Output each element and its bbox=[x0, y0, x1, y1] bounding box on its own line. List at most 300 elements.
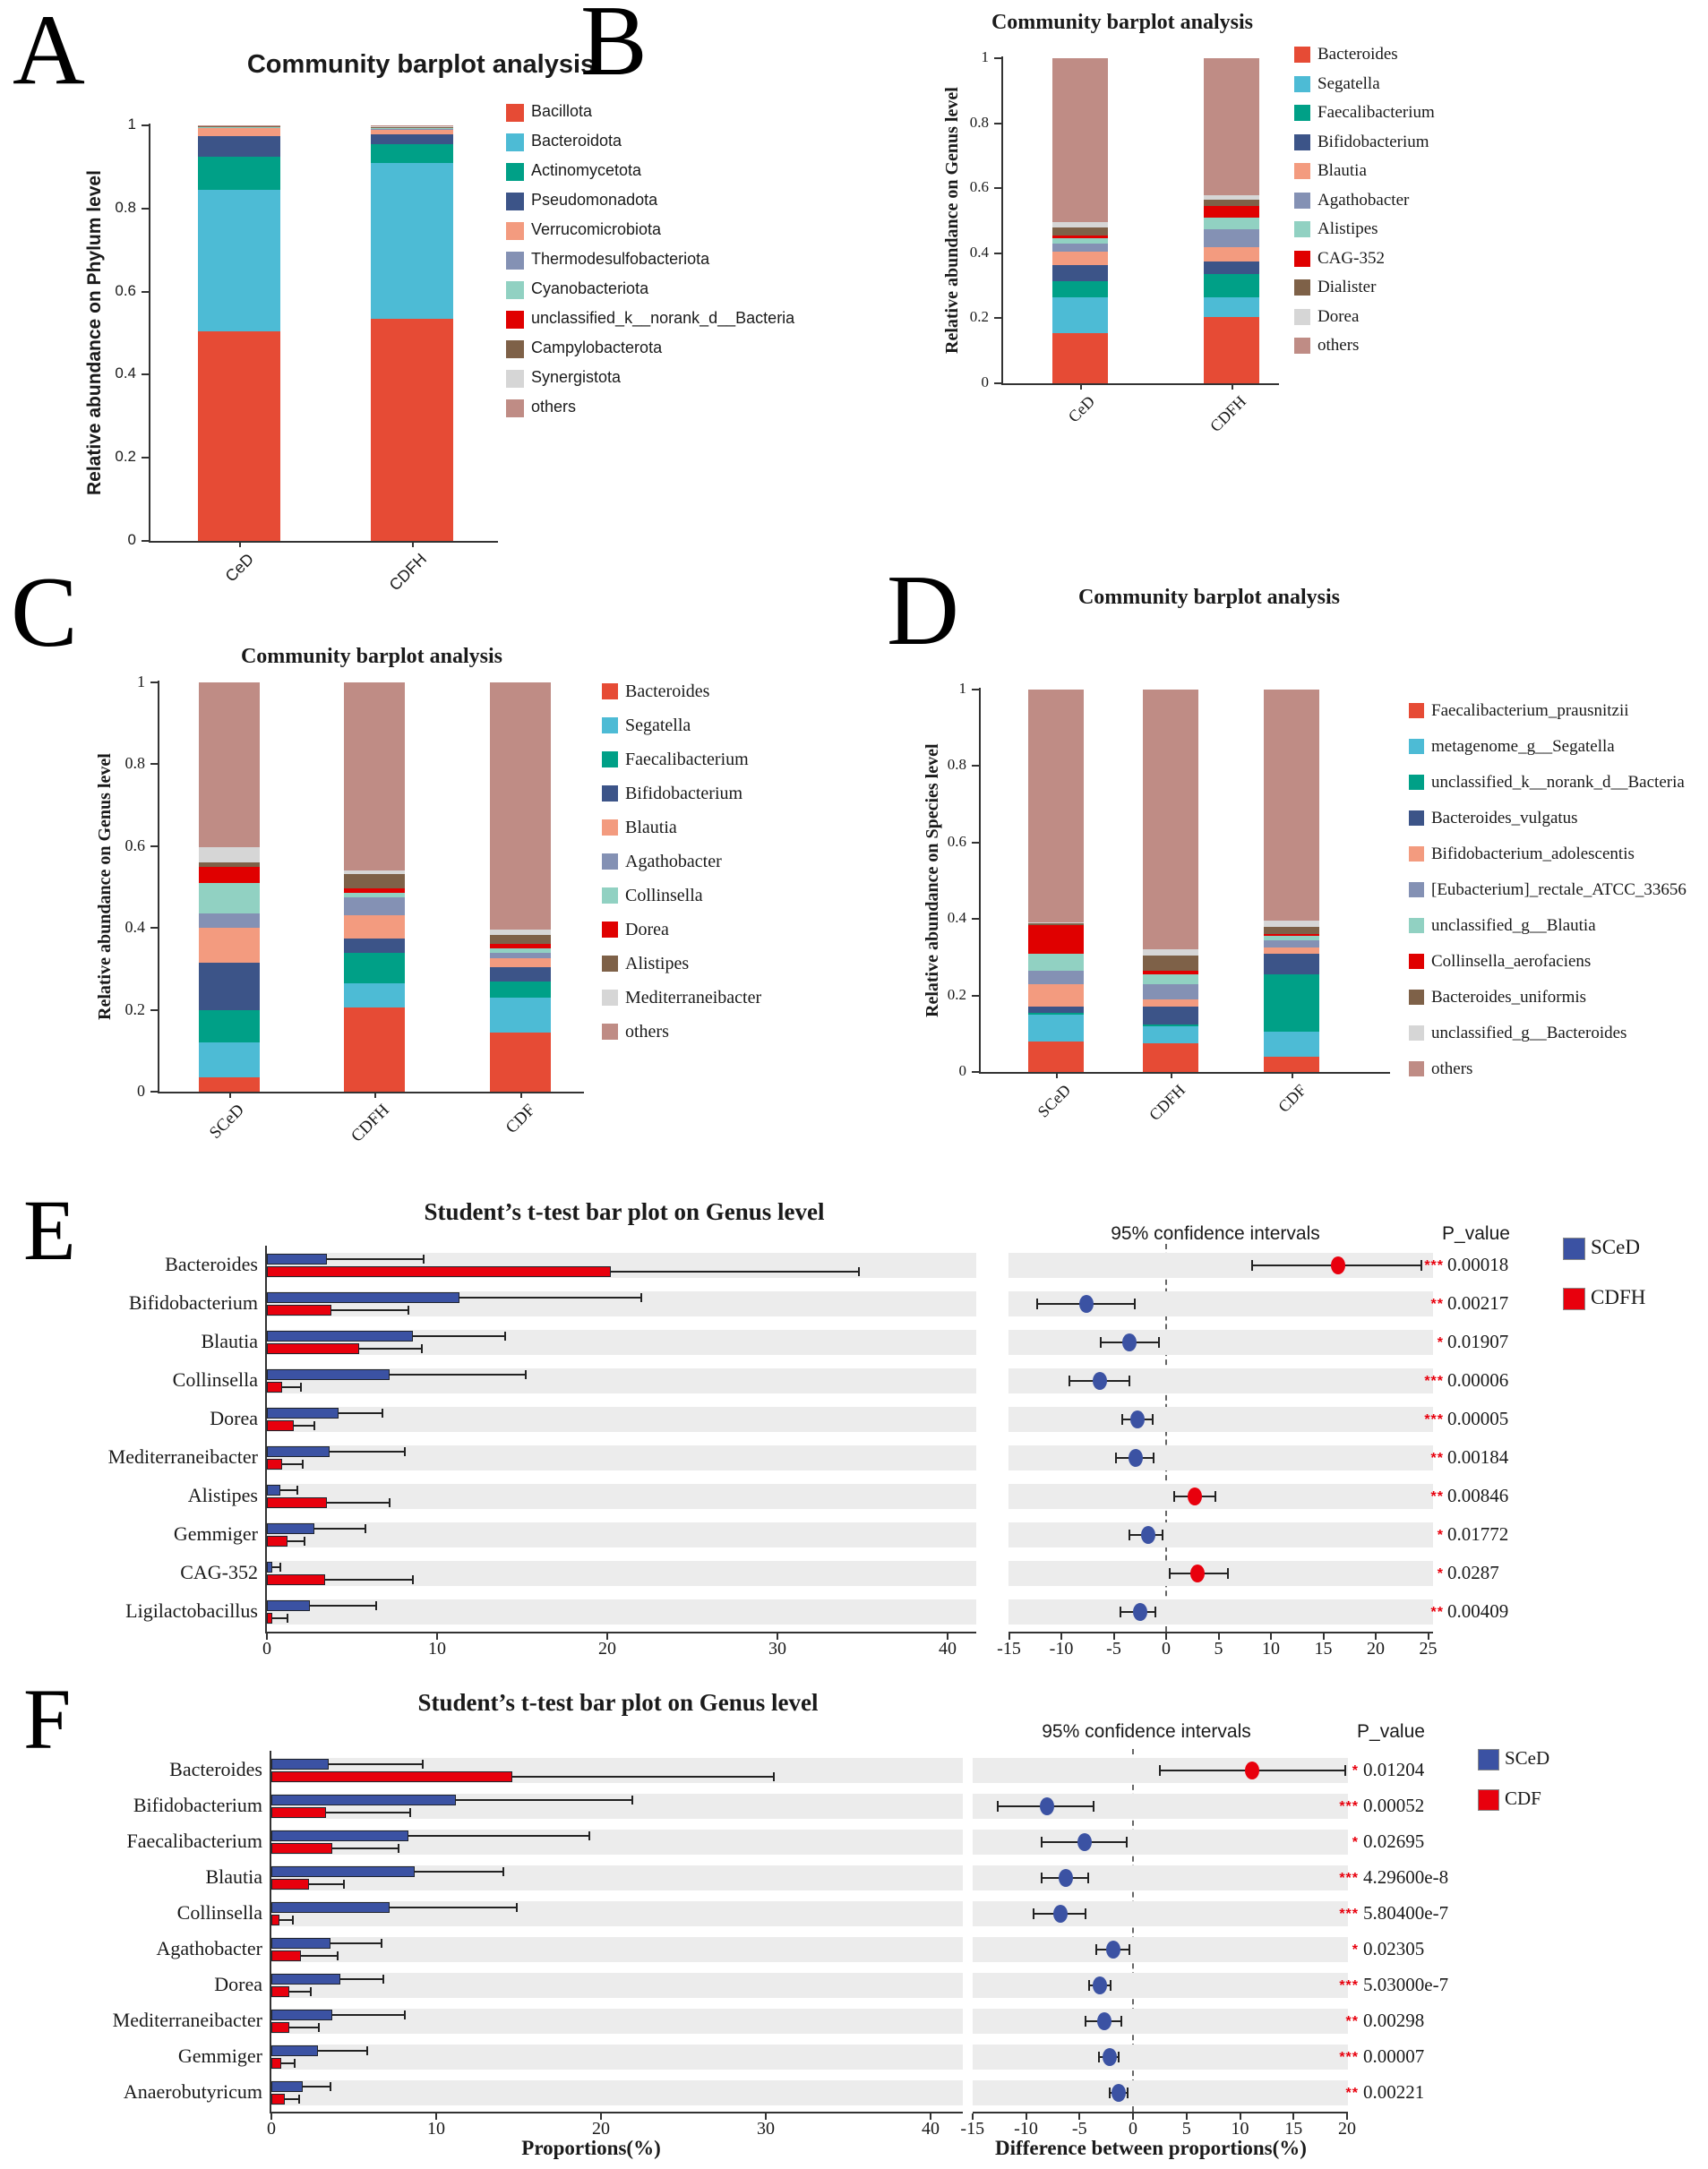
panel-e-right-x-tick-label: 10 bbox=[1262, 1639, 1280, 1659]
panel-b-bar-segment bbox=[1052, 222, 1108, 227]
panel-d-bar-segment bbox=[1143, 949, 1198, 955]
panel-e-significance-stars: *** bbox=[1424, 1258, 1444, 1273]
panel-e-error-line bbox=[611, 1271, 859, 1273]
panel-c-y-tick-mark bbox=[150, 845, 158, 847]
panel-e-ci-cap-low bbox=[1129, 1530, 1130, 1540]
panel-d-legend-label: unclassified_k__norank_d__Bacteria bbox=[1431, 773, 1685, 792]
panel-f-ci-cap-high bbox=[1087, 1873, 1089, 1883]
panel-f-left-x-axis-line bbox=[270, 2112, 963, 2113]
panel-b-legend-label: Bacteroides bbox=[1317, 45, 1398, 64]
panel-e-error-cap bbox=[296, 1486, 298, 1495]
panel-b-bar-segment bbox=[1052, 58, 1108, 222]
panel-a-bar-segment bbox=[198, 157, 280, 190]
panel-f-ci-dot bbox=[1053, 1905, 1068, 1923]
panel-c-bar-segment bbox=[490, 930, 551, 935]
panel-d-bar-segment bbox=[1143, 971, 1198, 974]
panel-b-y-tick-label: 0.4 bbox=[969, 243, 989, 261]
panel-e-row-band-left bbox=[267, 1484, 976, 1509]
panel-c-bar-segment bbox=[199, 847, 260, 862]
panel-a-letter: A bbox=[13, 0, 85, 106]
panel-a-legend-label: Actinomycetota bbox=[531, 161, 642, 179]
panel-e-right-x-tick-label: 5 bbox=[1214, 1639, 1223, 1659]
panel-f-significance-stars: *** bbox=[1339, 2050, 1359, 2065]
panel-c-bar-segment bbox=[490, 998, 551, 1033]
panel-a-y-tick-mark bbox=[142, 540, 149, 542]
panel-f-significance-stars: ** bbox=[1345, 2086, 1359, 2101]
panel-f-legend-swatch-SCeD bbox=[1478, 1749, 1499, 1770]
panel-e-error-line bbox=[310, 1605, 376, 1607]
panel-e-left-x-axis-line bbox=[265, 1632, 976, 1633]
panel-b-x-tick-mark bbox=[1232, 383, 1233, 390]
panel-b-bar-segment bbox=[1052, 238, 1108, 243]
panel-b-y-axis-line bbox=[1001, 56, 1003, 385]
panel-f-ci-cap-high bbox=[1126, 1837, 1128, 1848]
panel-d-y-tick-mark bbox=[972, 995, 979, 997]
panel-e-mean-bar-CDFH bbox=[267, 1536, 288, 1547]
panel-b-legend-swatch bbox=[1294, 279, 1310, 296]
panel-e-error-cap bbox=[421, 1344, 423, 1353]
panel-e-legend-label-SCeD: SCeD bbox=[1591, 1236, 1640, 1258]
panel-e-left-x-tick-label: 40 bbox=[939, 1639, 957, 1659]
panel-e-right-x-tick-label: -5 bbox=[1106, 1639, 1121, 1659]
panel-e-ci-dot bbox=[1331, 1256, 1345, 1274]
panel-d-legend-swatch bbox=[1409, 703, 1424, 718]
panel-a-legend-swatch bbox=[506, 311, 524, 329]
panel-c-letter: C bbox=[11, 557, 78, 668]
panel-e-significance-stars: * bbox=[1437, 1566, 1444, 1582]
panel-b-y-tick-mark bbox=[994, 187, 1001, 189]
panel-f-error-cap bbox=[337, 1951, 339, 1960]
panel-a-legend-swatch bbox=[506, 163, 524, 181]
panel-c-legend-label: Collinsella bbox=[625, 886, 703, 905]
panel-d-legend-label: [Eubacterium]_rectale_ATCC_33656 bbox=[1431, 880, 1687, 899]
panel-c-title: Community barplot analysis bbox=[240, 645, 503, 668]
panel-e-mean-bar-CDFH bbox=[267, 1574, 325, 1585]
panel-f-significance-stars: *** bbox=[1339, 1978, 1359, 1993]
panel-a-bar-segment bbox=[371, 129, 453, 130]
panel-f-error-line bbox=[330, 1942, 382, 1944]
panel-f-mean-bar-CDF bbox=[271, 1807, 326, 1818]
panel-e-mean-bar-SCeD bbox=[267, 1523, 314, 1534]
panel-f-ci-cap-high bbox=[1085, 1908, 1086, 1919]
panel-e-error-line bbox=[325, 1579, 414, 1581]
panel-c-legend-swatch bbox=[602, 1024, 618, 1040]
panel-d-y-tick-mark bbox=[972, 1071, 979, 1073]
panel-f-xlabel-difference: Difference between proportions(%) bbox=[995, 2137, 1307, 2159]
panel-a-y-axis-line bbox=[149, 124, 150, 543]
panel-e-ci-cap-low bbox=[1036, 1299, 1038, 1309]
panel-f-ci-cap-low bbox=[1033, 1908, 1034, 1919]
panel-b-legend-label: Dorea bbox=[1317, 306, 1360, 326]
panel-f-mean-bar-SCeD bbox=[271, 1830, 408, 1841]
panel-f-p-value: 5.80400e-7 bbox=[1363, 1902, 1449, 1924]
panel-f-pvalue-header: P_value bbox=[1357, 1721, 1425, 1742]
panel-d-ylabel: Relative abundance on Species level bbox=[923, 743, 942, 1018]
panel-f-p-value: 0.00007 bbox=[1363, 2045, 1425, 2067]
panel-e-category-label: Alistipes bbox=[187, 1484, 258, 1506]
panel-c-legend-swatch bbox=[602, 853, 618, 870]
panel-f-p-value: 5.03000e-7 bbox=[1363, 1974, 1449, 1995]
panel-e-significance-stars: ** bbox=[1430, 1451, 1444, 1466]
panel-e-mean-bar-CDFH bbox=[267, 1305, 331, 1316]
panel-e-error-cap bbox=[313, 1421, 315, 1430]
panel-f-p-value: 0.00221 bbox=[1363, 2081, 1425, 2103]
panel-e-category-label: Blautia bbox=[201, 1330, 258, 1352]
panel-f-error-cap bbox=[330, 2082, 331, 2091]
panel-e-error-line bbox=[331, 1309, 408, 1311]
panel-f-letter: F bbox=[23, 1671, 72, 1767]
panel-b-bar-segment bbox=[1204, 297, 1259, 317]
panel-f-error-line bbox=[285, 2098, 300, 2100]
panel-d-legend-label: unclassified_g__Bacteroides bbox=[1431, 1024, 1627, 1042]
panel-e-legend-swatch-CDFH bbox=[1563, 1288, 1585, 1310]
panel-f-error-line bbox=[279, 1919, 293, 1921]
panel-e-right-x-tick-label: 25 bbox=[1419, 1639, 1438, 1659]
panel-a-bar-segment bbox=[371, 144, 453, 163]
panel-e-p-value: 0.00005 bbox=[1447, 1408, 1509, 1429]
panel-e-mean-bar-SCeD bbox=[267, 1331, 413, 1342]
panel-e-ci-cap-low bbox=[1069, 1376, 1070, 1386]
panel-e-mean-bar-SCeD bbox=[267, 1600, 310, 1611]
panel-d-bar-segment bbox=[1264, 1057, 1319, 1072]
panel-b-bar-segment bbox=[1052, 281, 1108, 297]
panel-f-mean-bar-SCeD bbox=[271, 1795, 456, 1805]
panel-f-error-line bbox=[318, 2050, 367, 2052]
panel-f-ci-cap-low bbox=[1095, 1944, 1097, 1955]
panel-d-bar-segment bbox=[1028, 984, 1084, 1007]
panel-d-x-category-label: CDF bbox=[1275, 1081, 1310, 1116]
panel-f-error-line bbox=[289, 1991, 311, 1993]
panel-e-error-line bbox=[339, 1412, 382, 1414]
panel-c-legend-swatch bbox=[602, 683, 618, 699]
panel-f-left-x-tick-label: 40 bbox=[922, 2119, 940, 2139]
panel-c-legend-swatch bbox=[602, 751, 618, 767]
panel-a-y-tick-label: 1 bbox=[127, 116, 136, 133]
panel-f-row-band-left bbox=[271, 2080, 963, 2105]
panel-f-mean-bar-SCeD bbox=[271, 1866, 415, 1877]
panel-f-error-cap bbox=[343, 1880, 345, 1889]
panel-f-ci-cap-low bbox=[1088, 1980, 1090, 1991]
panel-d-title: Community barplot analysis bbox=[1077, 586, 1341, 609]
panel-e-ci-dot bbox=[1122, 1333, 1137, 1351]
panel-e-error-line bbox=[459, 1297, 641, 1299]
panel-b-bar-segment bbox=[1204, 195, 1259, 200]
panel-b-bar-segment bbox=[1204, 317, 1259, 383]
panel-e-error-line bbox=[327, 1502, 390, 1504]
panel-e-title: Student’s t-test bar plot on Genus level bbox=[424, 1198, 825, 1225]
panel-f-mean-bar-CDF bbox=[271, 2022, 289, 2033]
panel-b-legend-label: CAG-352 bbox=[1317, 248, 1385, 268]
panel-e-ci-cap-high bbox=[1152, 1414, 1154, 1425]
panel-b-y-tick-label: 0.6 bbox=[969, 178, 989, 196]
panel-e-error-cap bbox=[382, 1409, 383, 1418]
panel-c-y-tick-label: 0.4 bbox=[124, 918, 145, 937]
panel-e-error-cap bbox=[640, 1293, 642, 1302]
panel-f-left-x-tick-label: 0 bbox=[267, 2119, 276, 2139]
panel-f-right-x-tick-label: 0 bbox=[1129, 2119, 1137, 2139]
panel-e-row-band-right bbox=[1008, 1445, 1433, 1470]
panel-b-bar-segment bbox=[1052, 244, 1108, 252]
panel-f-mean-bar-CDF bbox=[271, 1879, 309, 1890]
panel-d-legend-swatch bbox=[1409, 882, 1424, 897]
panel-d-bar-segment bbox=[1143, 984, 1198, 999]
panel-e-ci-cap-high bbox=[1162, 1530, 1163, 1540]
panel-e-row-band-left bbox=[267, 1522, 976, 1547]
panel-b-bar-segment bbox=[1052, 236, 1108, 239]
panel-b-bar-segment bbox=[1204, 261, 1259, 275]
panel-c-x-category-label: CDFH bbox=[348, 1101, 393, 1146]
panel-c-ylabel: Relative abundance on Genus level bbox=[95, 753, 115, 1021]
panel-f-error-cap bbox=[292, 1916, 294, 1925]
panel-e-error-cap bbox=[525, 1370, 527, 1379]
panel-b-legend-swatch bbox=[1294, 76, 1310, 92]
panel-e-row-band-left bbox=[267, 1407, 976, 1432]
panel-f-significance-stars: *** bbox=[1339, 1907, 1359, 1922]
panel-b-legend-swatch bbox=[1294, 309, 1310, 325]
panel-f-ci-cap-high bbox=[1127, 2088, 1129, 2098]
panel-f-mean-bar-CDF bbox=[271, 1843, 332, 1854]
panel-a-legend-swatch bbox=[506, 133, 524, 151]
panel-e-row-band-right bbox=[1008, 1330, 1433, 1355]
panel-d-legend-swatch bbox=[1409, 990, 1424, 1005]
panel-c-bar-segment bbox=[344, 897, 405, 916]
panel-e-mean-bar-SCeD bbox=[267, 1446, 330, 1457]
panel-c-bar-segment bbox=[490, 944, 551, 948]
panel-d-x-category-label: CDFH bbox=[1146, 1081, 1189, 1125]
panel-e-left-x-tick-label: 20 bbox=[598, 1639, 616, 1659]
panel-c-bar-segment bbox=[199, 867, 260, 883]
panel-c-legend-swatch bbox=[602, 785, 618, 802]
panel-e-error-cap bbox=[423, 1255, 425, 1264]
panel-f-ci-dot bbox=[1245, 1762, 1259, 1779]
panel-f-ci-cap-high bbox=[1129, 1944, 1130, 1955]
panel-e-significance-stars: ** bbox=[1430, 1489, 1444, 1505]
panel-e-error-cap bbox=[300, 1383, 302, 1392]
panel-f-row-band-right bbox=[973, 2080, 1348, 2105]
panel-f-category-label: Agathobacter bbox=[156, 1937, 262, 1959]
panel-e-error-cap bbox=[287, 1614, 288, 1623]
panel-b-y-tick-mark bbox=[994, 317, 1001, 319]
panel-f-significance-stars: ** bbox=[1345, 2014, 1359, 2029]
panel-a-legend-label: Cyanobacteriota bbox=[531, 279, 649, 297]
panel-c-x-tick-mark bbox=[374, 1092, 376, 1098]
panel-d-legend-label: Bifidobacterium_adolescentis bbox=[1431, 844, 1635, 863]
panel-c-bar-segment bbox=[344, 939, 405, 953]
panel-d-bar-segment bbox=[1264, 927, 1319, 935]
panel-f-legend-label-SCeD: SCeD bbox=[1505, 1747, 1550, 1769]
panel-b-x-category-label: CDFH bbox=[1206, 392, 1250, 436]
panel-a-x-category-label: CDFH bbox=[385, 550, 431, 595]
panel-d-legend-swatch bbox=[1409, 739, 1424, 754]
panel-c-y-tick-mark bbox=[150, 763, 158, 765]
panel-d-bar-segment bbox=[1264, 936, 1319, 939]
panel-e-category-label: Gemmiger bbox=[173, 1522, 258, 1545]
panel-c-y-tick-label: 0 bbox=[137, 1082, 145, 1100]
panel-f-mean-bar-SCeD bbox=[271, 1759, 329, 1770]
panel-b-legend-label: Faecalibacterium bbox=[1317, 103, 1435, 122]
panel-f-significance-stars: * bbox=[1352, 1763, 1359, 1779]
panel-b-legend-swatch bbox=[1294, 338, 1310, 354]
panel-c-y-tick-label: 0.2 bbox=[124, 999, 145, 1018]
panel-f-row-band-right bbox=[973, 1865, 1348, 1890]
panel-f-ci-dot bbox=[1059, 1869, 1073, 1887]
panel-e-right-x-tick-label: 15 bbox=[1314, 1639, 1333, 1659]
panel-c-legend-label: Segatella bbox=[625, 716, 691, 735]
panel-c-legend-swatch bbox=[602, 956, 618, 972]
panel-f-ci-cap-low bbox=[1041, 1837, 1043, 1848]
panel-d-bar-segment bbox=[1028, 922, 1084, 924]
panel-f-category-label: Dorea bbox=[214, 1973, 262, 1995]
panel-e-significance-stars: * bbox=[1437, 1528, 1444, 1543]
panel-a-y-tick-mark bbox=[142, 124, 149, 126]
panel-f-ci-cap-low bbox=[1159, 1765, 1161, 1776]
panel-e-significance-stars: ** bbox=[1430, 1605, 1444, 1620]
panel-c-bar-segment bbox=[199, 1042, 260, 1077]
panel-e-ci-cap-low bbox=[1100, 1337, 1102, 1348]
panel-c-legend-label: Faecalibacterium bbox=[625, 750, 749, 769]
panel-d-y-tick-mark bbox=[972, 765, 979, 767]
panel-c-legend-label: Bifidobacterium bbox=[625, 784, 743, 803]
panel-d-bar-segment bbox=[1143, 690, 1198, 949]
panel-a-bar-segment bbox=[198, 125, 280, 126]
panel-a-legend-label: Thermodesulfobacteriota bbox=[531, 250, 710, 268]
panel-c-y-tick-mark bbox=[150, 682, 158, 683]
panel-b-legend-label: Bifidobacterium bbox=[1317, 132, 1429, 151]
panel-c-bar-segment bbox=[490, 982, 551, 998]
panel-d-bar-segment bbox=[1143, 1026, 1198, 1043]
panel-d-bar-segment bbox=[1028, 925, 1084, 954]
panel-f-error-line bbox=[340, 1978, 383, 1980]
panel-f-left-x-tick-label: 30 bbox=[757, 2119, 775, 2139]
panel-d-bar-segment bbox=[1264, 934, 1319, 936]
panel-c-y-tick-mark bbox=[150, 927, 158, 929]
panel-a-title: Community barplot analysis bbox=[246, 50, 596, 79]
panel-b-ylabel: Relative abundance on Genus level bbox=[942, 87, 962, 355]
panel-f-category-label: Anaerobutyricum bbox=[123, 2080, 262, 2103]
panel-e-category-label: Ligilactobacillus bbox=[125, 1599, 258, 1622]
panel-e-mean-bar-CDFH bbox=[267, 1459, 282, 1470]
panel-e-error-cap bbox=[504, 1332, 506, 1341]
panel-c-bar-segment bbox=[344, 1007, 405, 1092]
panel-b-legend-label: Alistipes bbox=[1317, 219, 1378, 238]
panel-d-bar-segment bbox=[1028, 954, 1084, 971]
panel-d-bar-segment bbox=[1028, 1007, 1084, 1012]
panel-c-y-tick-label: 0.6 bbox=[124, 836, 145, 854]
panel-c-y-tick-mark bbox=[150, 1009, 158, 1011]
panel-d-bar-segment bbox=[1264, 690, 1319, 921]
panel-d-bar-segment bbox=[1264, 947, 1319, 953]
panel-c-bar-segment bbox=[199, 1010, 260, 1043]
panel-d-legend-swatch bbox=[1409, 1025, 1424, 1041]
panel-f-mean-bar-CDF bbox=[271, 1950, 301, 1961]
panel-f-error-cap bbox=[382, 1975, 384, 1984]
panel-d-bar-segment bbox=[1143, 1024, 1198, 1026]
panel-f-row-band-left bbox=[271, 2009, 963, 2034]
panel-e-error-line bbox=[288, 1540, 305, 1542]
panel-e-ci-cap-low bbox=[1115, 1453, 1117, 1463]
panel-e-category-label: Dorea bbox=[210, 1407, 258, 1429]
panel-b-legend-swatch bbox=[1294, 251, 1310, 267]
panel-f-category-label: Blautia bbox=[205, 1865, 262, 1888]
panel-d-y-tick-label: 0 bbox=[958, 1062, 966, 1079]
panel-e-ci-cap-low bbox=[1169, 1568, 1171, 1579]
panel-f-mean-bar-CDF bbox=[271, 1771, 512, 1782]
panel-e-p-value: 0.00409 bbox=[1447, 1600, 1509, 1622]
panel-f-error-line bbox=[332, 2014, 405, 2016]
panel-f-error-cap bbox=[398, 1844, 399, 1853]
panel-f-error-cap bbox=[631, 1796, 633, 1805]
panel-d-y-tick-mark bbox=[972, 842, 979, 844]
panel-c-legend-label: Blautia bbox=[625, 818, 677, 837]
panel-e-ci-cap-high bbox=[1214, 1491, 1216, 1502]
panel-f-ci-cap-low bbox=[997, 1801, 999, 1812]
panel-e-ci-cap-low bbox=[1173, 1491, 1175, 1502]
panel-b-legend-swatch bbox=[1294, 163, 1310, 179]
panel-f-row-band-left bbox=[271, 1937, 963, 1962]
panel-a-ylabel: Relative abundance on Phylum level bbox=[84, 170, 105, 496]
panel-f-row-band-right bbox=[973, 1973, 1348, 1998]
panel-b-y-tick-label: 1 bbox=[981, 48, 989, 65]
panel-e-ci-dot bbox=[1129, 1449, 1143, 1467]
panel-f-ci-cap-low bbox=[1085, 2016, 1086, 2027]
panel-e-category-label: Bifidobacterium bbox=[128, 1291, 258, 1314]
panel-d-legend-label: unclassified_g__Blautia bbox=[1431, 916, 1596, 935]
panel-d-y-tick-mark bbox=[972, 689, 979, 690]
panel-c-y-tick-mark bbox=[150, 1091, 158, 1093]
panel-b-bar-segment bbox=[1052, 333, 1108, 383]
panel-e-p-value: 0.01907 bbox=[1447, 1331, 1509, 1352]
panel-d-x-category-label: SCeD bbox=[1034, 1081, 1075, 1121]
panel-a-legend-swatch bbox=[506, 222, 524, 240]
panel-b-bar-segment bbox=[1204, 200, 1259, 206]
panel-f-row-band-right bbox=[973, 1901, 1348, 1926]
panel-a-y-tick-label: 0.4 bbox=[115, 364, 136, 382]
panel-e-error-cap bbox=[412, 1575, 414, 1584]
panel-b-bar-segment bbox=[1204, 229, 1259, 247]
panel-e-error-line bbox=[330, 1451, 405, 1453]
panel-e-legend-label-CDFH: CDFH bbox=[1591, 1286, 1646, 1308]
panel-b-y-tick-label: 0 bbox=[981, 373, 989, 390]
panel-e-error-line bbox=[282, 1386, 301, 1388]
panel-f-ci-cap-low bbox=[1041, 1873, 1043, 1883]
panel-f-mean-bar-CDF bbox=[271, 1915, 279, 1925]
panel-d-bar-segment bbox=[1143, 1043, 1198, 1072]
panel-d-bar-segment bbox=[1028, 1042, 1084, 1072]
panel-c-bar-segment bbox=[344, 953, 405, 983]
panel-f-left-x-tick-label: 20 bbox=[592, 2119, 610, 2139]
panel-f-right-x-tick-label: 20 bbox=[1338, 2119, 1356, 2139]
panel-f-ci-cap-low bbox=[1098, 2052, 1100, 2062]
panel-b-legend-swatch bbox=[1294, 47, 1310, 63]
panel-a-legend-swatch bbox=[506, 399, 524, 417]
panel-e-mean-bar-SCeD bbox=[267, 1254, 327, 1265]
panel-d-bar-segment bbox=[1028, 1013, 1084, 1015]
panel-f-mean-bar-CDF bbox=[271, 1986, 289, 1997]
panel-f-ci-dot bbox=[1103, 2048, 1117, 2066]
panel-d-legend-label: metagenome_g__Segatella bbox=[1431, 737, 1615, 756]
panel-f-row-band-right bbox=[973, 2045, 1348, 2070]
panel-e-left-x-tick-label: 10 bbox=[428, 1639, 446, 1659]
panel-c-x-category-label: SCeD bbox=[205, 1101, 248, 1143]
panel-c-bar-segment bbox=[344, 888, 405, 893]
panel-b-title: Community barplot analysis bbox=[991, 11, 1254, 34]
panel-f-right-x-tick-label: 15 bbox=[1284, 2119, 1303, 2139]
panel-f-error-cap bbox=[773, 1772, 775, 1781]
panel-d-bar-segment bbox=[1028, 690, 1084, 922]
panel-b-bar-segment bbox=[1052, 252, 1108, 265]
panel-e-ci-cap-low bbox=[1121, 1414, 1123, 1425]
panel-d-bar-segment bbox=[1264, 974, 1319, 1032]
